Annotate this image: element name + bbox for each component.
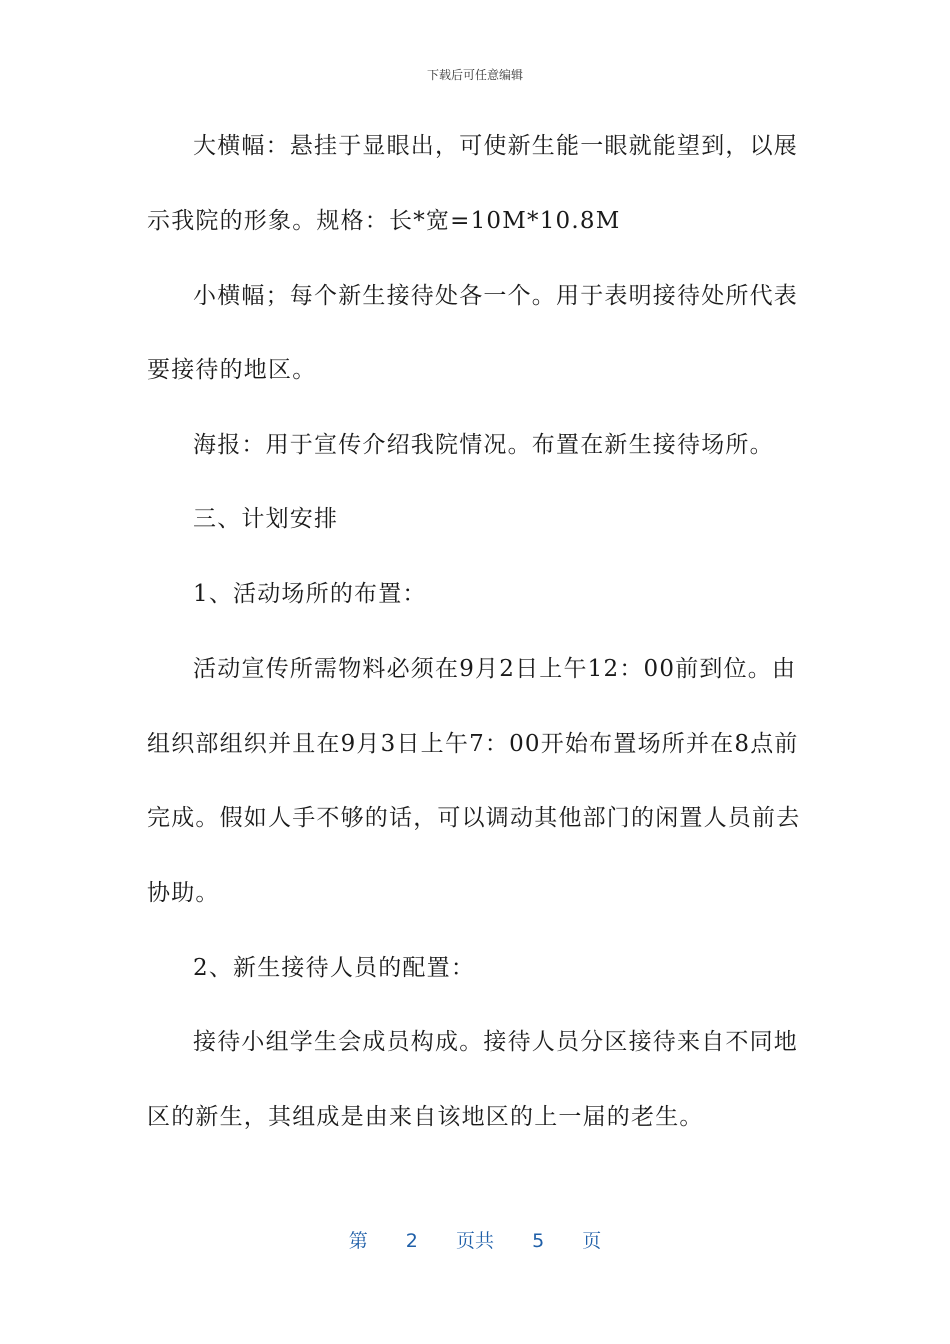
subsection-heading: 2、新生接待人员的配置： xyxy=(193,955,476,981)
paragraph-line: 完成。假如人手不够的话，可以调动其他部门的闲置人员前去 xyxy=(147,805,801,831)
page-footer xyxy=(0,1226,950,1253)
current-page-number: 2 xyxy=(405,1230,418,1252)
paragraph-line: 活动宣传所需物料必须在9月2日上午12：00前到位。由 xyxy=(193,656,797,682)
paragraph-line: 区的新生，其组成是由来自该地区的上一届的老生。 xyxy=(147,1104,704,1130)
footer-middle: 页共 xyxy=(455,1230,494,1252)
paragraph-line: 接待小组学生会成员构成。接待人员分区接待来自不同地 xyxy=(193,1029,798,1055)
total-page-number: 5 xyxy=(532,1230,545,1252)
footer-prefix: 第 xyxy=(348,1230,368,1252)
section-heading: 三、计划安排 xyxy=(193,506,339,532)
paragraph-line: 大横幅：悬挂于显眼出，可使新生能一眼就能望到，以展 xyxy=(193,133,798,159)
footer-suffix: 页 xyxy=(582,1230,602,1252)
subsection-heading: 1、活动场所的布置： xyxy=(193,581,427,607)
page-header: 下载后可任意编辑 xyxy=(426,68,523,82)
paragraph-line: 组织部组织并且在9月3日上午7：00开始布置场所并在8点前 xyxy=(147,731,799,757)
paragraph-line: 示我院的形象。规格：长*宽=10M*10.8M xyxy=(147,208,621,234)
paragraph-line: 协助。 xyxy=(147,880,220,906)
paragraph-line: 要接待的地区。 xyxy=(147,357,317,383)
paragraph-line: 海报：用于宣传介绍我院情况。布置在新生接待场所。 xyxy=(193,432,774,458)
paragraph-line: 小横幅；每个新生接待处各一个。用于表明接待处所代表 xyxy=(193,283,798,309)
